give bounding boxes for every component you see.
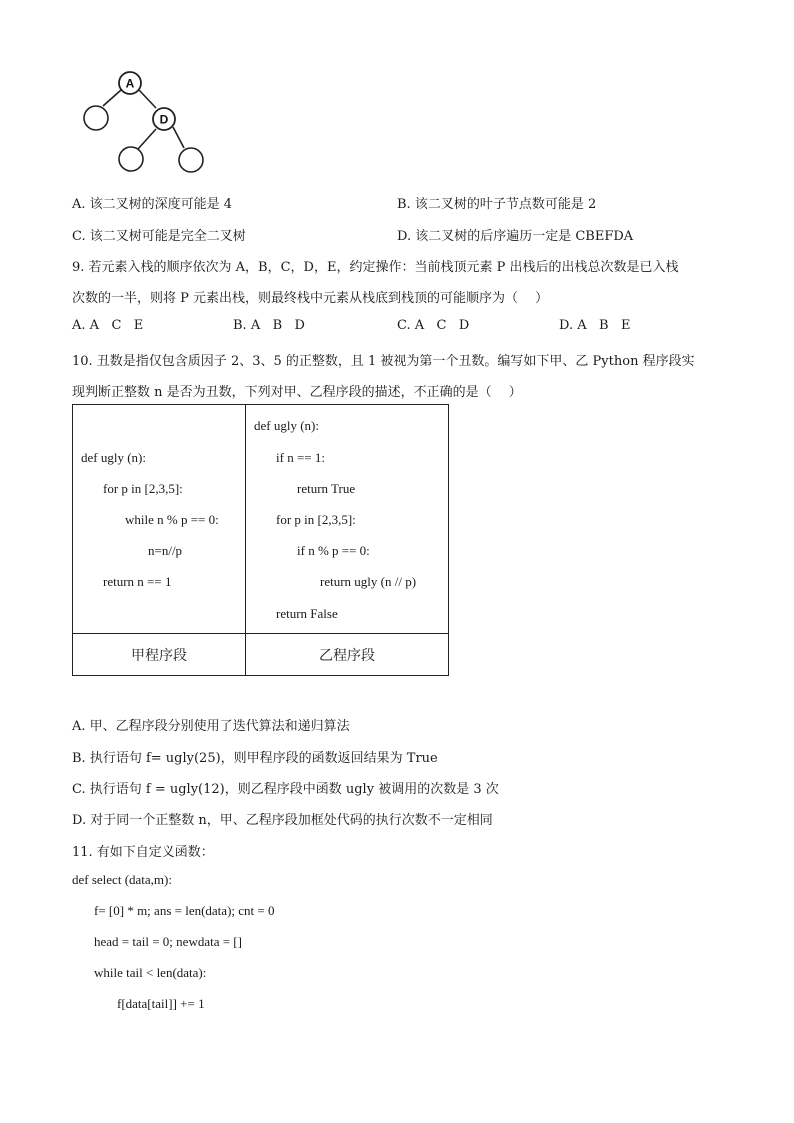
jia-code-line: return n == 1 — [103, 574, 172, 589]
yi-code-line: def ugly (n): — [254, 418, 319, 433]
yi-code-line: return ugly (n // p) — [320, 574, 417, 589]
tree-node-left — [84, 106, 108, 130]
program-comparison-table — [72, 404, 449, 676]
q10-stem-line2: 现判断正整数 n 是否为丑数，下列对甲、乙程序段的描述，不正确的是（ ） — [72, 385, 522, 400]
q9-option-a: A. A C E — [72, 318, 144, 333]
q8-option-c: C. 该二叉树可能是完全二叉树 — [72, 229, 246, 244]
jia-code-line: n=n//p — [148, 543, 183, 558]
jia-program-label: 甲程序段 — [73, 634, 246, 676]
q11-code-line: head = tail = 0; newdata = [] — [94, 934, 242, 949]
tree-node-a-label: A — [125, 76, 135, 91]
yi-program-label: 乙程序段 — [246, 634, 449, 676]
yi-code-line: for p in [2,3,5]: — [276, 512, 356, 527]
q10-option-a: A. 甲、乙程序段分别使用了迭代算法和递归算法 — [72, 719, 350, 734]
jia-code-line: for p in [2,3,5]: — [103, 481, 183, 496]
yi-code-line: if n == 1: — [276, 450, 325, 465]
q11-code-line: while tail < len(data): — [94, 965, 207, 980]
q11-code-line: def select (data,m): — [72, 872, 172, 887]
q11-code-line: f= [0] * m; ans = len(data); cnt = 0 — [94, 903, 275, 918]
jia-code-line: def ugly (n): — [81, 450, 146, 465]
q8-option-a: A. 该二叉树的深度可能是 4 — [72, 197, 233, 212]
q11-code-line: f[data[tail]] += 1 — [117, 996, 205, 1011]
yi-code-line: return True — [297, 481, 356, 496]
yi-code-line: return False — [276, 606, 338, 621]
q11-stem: 11. 有如下自定义函数： — [72, 845, 214, 860]
jia-code-cell — [73, 405, 246, 634]
yi-code-cell — [246, 405, 449, 634]
yi-code-line: if n % p == 0: — [297, 543, 370, 558]
q10-option-d: D. 对于同一个正整数 n，甲、乙程序段加框处代码的执行次数不一定相同 — [72, 813, 493, 828]
q8-option-d: D. 该二叉树的后序遍历一定是 CBEFDA — [397, 229, 634, 244]
tree-node-d-left — [119, 147, 143, 171]
q8-option-b: B. 该二叉树的叶子节点数可能是 2 — [397, 197, 597, 212]
jia-code-line: while n % p == 0: — [125, 512, 219, 527]
tree-node-d-label: D — [159, 112, 169, 127]
q9-option-d: D. A B E — [559, 318, 631, 333]
q9-stem-line1: 9. 若元素入栈的顺序依次为 A，B，C，D，E，约定操作：当前栈顶元素 P 出栈后的出栈总次数是已入栈 — [72, 260, 679, 275]
binary-tree-figure — [70, 66, 220, 178]
q10-stem-line1: 10. 丑数是指仅包含质因子 2、3、5 的正整数，且 1 被视为第一个丑数。编写如下甲、乙 Python 程序段实 — [72, 354, 695, 369]
q9-option-b: B. A B D — [233, 318, 305, 333]
q9-stem-line2: 次数的一半，则将 P 元素出栈，则最终栈中元素从栈底到栈顶的可能顺序为（ ） — [72, 291, 549, 306]
q10-option-c: C. 执行语句 f = ugly(12)，则乙程序段中函数 ugly 被调用的次数是 3 次 — [72, 782, 499, 797]
q9-option-c: C. A C D — [397, 318, 470, 333]
tree-node-d-right — [179, 148, 203, 172]
q10-option-b: B. 执行语句 f= ugly(25)，则甲程序段的函数返回结果为 True — [72, 751, 438, 766]
